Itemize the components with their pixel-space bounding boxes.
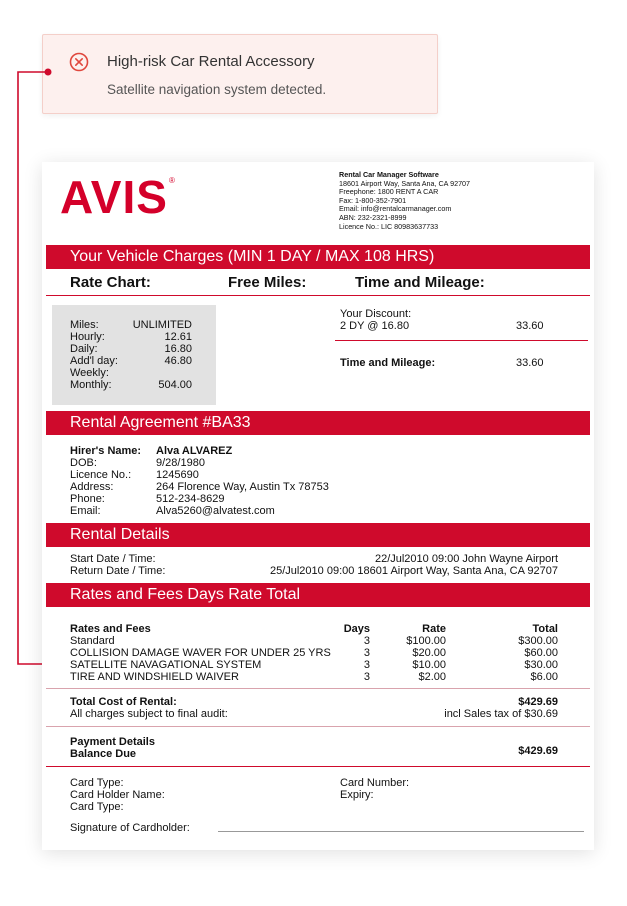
divider: [46, 688, 590, 689]
company-freephone: Freephone: 1800 RENT A CAR: [339, 187, 439, 197]
licence-label: Licence No.:: [70, 469, 132, 481]
company-name: Rental Car Manager Software: [339, 170, 439, 179]
balance-label: Balance Due: [70, 748, 137, 760]
fee-days: 3: [363, 659, 370, 671]
rate-chart-heading: Rate Chart:: [70, 274, 151, 291]
rental-invoice: [42, 162, 594, 850]
registered-mark: ®: [169, 176, 175, 185]
divider: [46, 766, 590, 767]
return-value: 25/Jul2010 09:00 18601 Airport Way, Santa Ana, CA 92707: [269, 565, 558, 577]
fee-name: Standard: [70, 635, 115, 647]
signature-label: Signature of Cardholder:: [70, 822, 190, 834]
licence-value: 1245690: [156, 469, 199, 481]
dob-label: DOB:: [70, 457, 97, 469]
tm-value: 33.60: [516, 357, 544, 369]
discount-detail: 2 DY @ 16.80: [340, 320, 410, 332]
fees-header-name: Rates and Fees: [70, 623, 151, 635]
expiry-label: Expiry:: [340, 789, 374, 801]
card-type-label-2: Card Type:: [70, 801, 124, 813]
rate-value: 16.80: [164, 343, 192, 355]
hirer-value: Alva ALVAREZ: [156, 445, 233, 457]
total-cost-label: Total Cost of Rental:: [70, 696, 177, 708]
risk-alert: [42, 34, 438, 114]
phone-value: 512-234-8629: [156, 493, 225, 505]
fees-header-rate: Rate: [422, 623, 446, 635]
company-abn: ABN: 232-2321-8999: [339, 212, 407, 222]
company-info: [339, 171, 470, 231]
discount-label: Your Discount:: [340, 308, 412, 320]
total-cost-value: $429.69: [518, 696, 558, 708]
fee-name-flagged: SATELLITE NAVAGATIONAL SYSTEM: [70, 659, 262, 671]
rate-value: 46.80: [164, 355, 192, 367]
fee-name: TIRE AND WINDSHIELD WAIVER: [70, 671, 239, 683]
fee-days: 3: [363, 647, 370, 659]
discount-value: 33.60: [516, 320, 544, 332]
fee-days: 3: [363, 635, 370, 647]
divider: [335, 340, 588, 341]
alert-message: Satellite navigation system detected.: [107, 82, 327, 97]
rate-label: Hourly:: [70, 331, 105, 343]
fee-total: $60.00: [524, 647, 558, 659]
fees-band: Rates and Fees Days Rate Total: [46, 583, 590, 607]
fees-header-days: Days: [343, 623, 370, 635]
fee-total: $6.00: [530, 671, 558, 683]
email-label: Email:: [70, 505, 101, 517]
company-email: Email: info@rentalcarmanager.com: [339, 204, 452, 214]
address-value: 264 Florence Way, Austin Tx 78753: [156, 481, 329, 493]
rate-label: Monthly:: [70, 379, 112, 391]
address-label: Address:: [70, 481, 114, 493]
signature-line[interactable]: [218, 831, 584, 832]
fees-header-total: Total: [532, 623, 558, 635]
fee-total: $30.00: [524, 659, 558, 671]
rate-label: Weekly:: [70, 367, 109, 379]
fee-rate: $10.00: [412, 659, 446, 671]
dob-value: 9/28/1980: [156, 457, 205, 469]
audit-note: All charges subject to final audit:: [70, 708, 228, 720]
fee-name: COLLISION DAMAGE WAVER FOR UNDER 25 YRS: [70, 647, 331, 659]
rate-label: Daily:: [70, 343, 98, 355]
rate-value: 12.61: [164, 331, 192, 343]
divider: [46, 726, 590, 727]
company-licence: Licence No.: LIC 80983637733: [339, 221, 439, 231]
card-holder-label: Card Holder Name:: [70, 789, 165, 801]
return-label: Return Date / Time:: [70, 565, 166, 577]
balance-value: $429.69: [518, 745, 558, 757]
hirer-label: Hirer's Name:: [70, 445, 142, 457]
sales-tax: incl Sales tax of $30.69: [444, 708, 558, 720]
avis-logo: AVIS: [60, 171, 168, 223]
fee-rate: $100.00: [406, 635, 446, 647]
time-mileage-heading: Time and Mileage:: [355, 274, 485, 291]
details-band: Rental Details: [46, 523, 590, 547]
start-label: Start Date / Time:: [70, 553, 156, 565]
payment-title: Payment Details: [70, 736, 155, 748]
tm-label: Time and Mileage:: [340, 357, 436, 369]
card-number-label: Card Number:: [340, 777, 410, 789]
agreement-band: Rental Agreement #BA33: [46, 411, 590, 435]
fee-rate: $20.00: [412, 647, 446, 659]
company-fax: Fax: 1-800-352-7901: [339, 195, 407, 205]
alert-title: High-risk Car Rental Accessory: [107, 53, 315, 70]
rate-label: Add'l day:: [70, 355, 118, 367]
start-value: 22/Jul2010 09:00 John Wayne Airport: [374, 553, 558, 565]
divider: [46, 295, 590, 296]
close-circle-icon[interactable]: [69, 52, 89, 72]
fee-total: $300.00: [518, 635, 558, 647]
card-type-label: Card Type:: [70, 777, 124, 789]
rate-value: 504.00: [158, 379, 192, 391]
vehicle-charges-band: Your Vehicle Charges (MIN 1 DAY / MAX 108 HRS): [46, 245, 590, 269]
email-value: Alva5260@alvatest.com: [156, 505, 275, 517]
phone-label: Phone:: [70, 493, 105, 505]
rate-label: Miles:: [70, 319, 99, 331]
fee-days: 3: [363, 671, 370, 683]
free-miles-heading: Free Miles:: [228, 274, 307, 291]
company-address: 18601 Airport Way, Santa Ana, CA 92707: [339, 178, 471, 188]
fee-rate: $2.00: [418, 671, 446, 683]
rate-value: UNLIMITED: [132, 319, 192, 331]
